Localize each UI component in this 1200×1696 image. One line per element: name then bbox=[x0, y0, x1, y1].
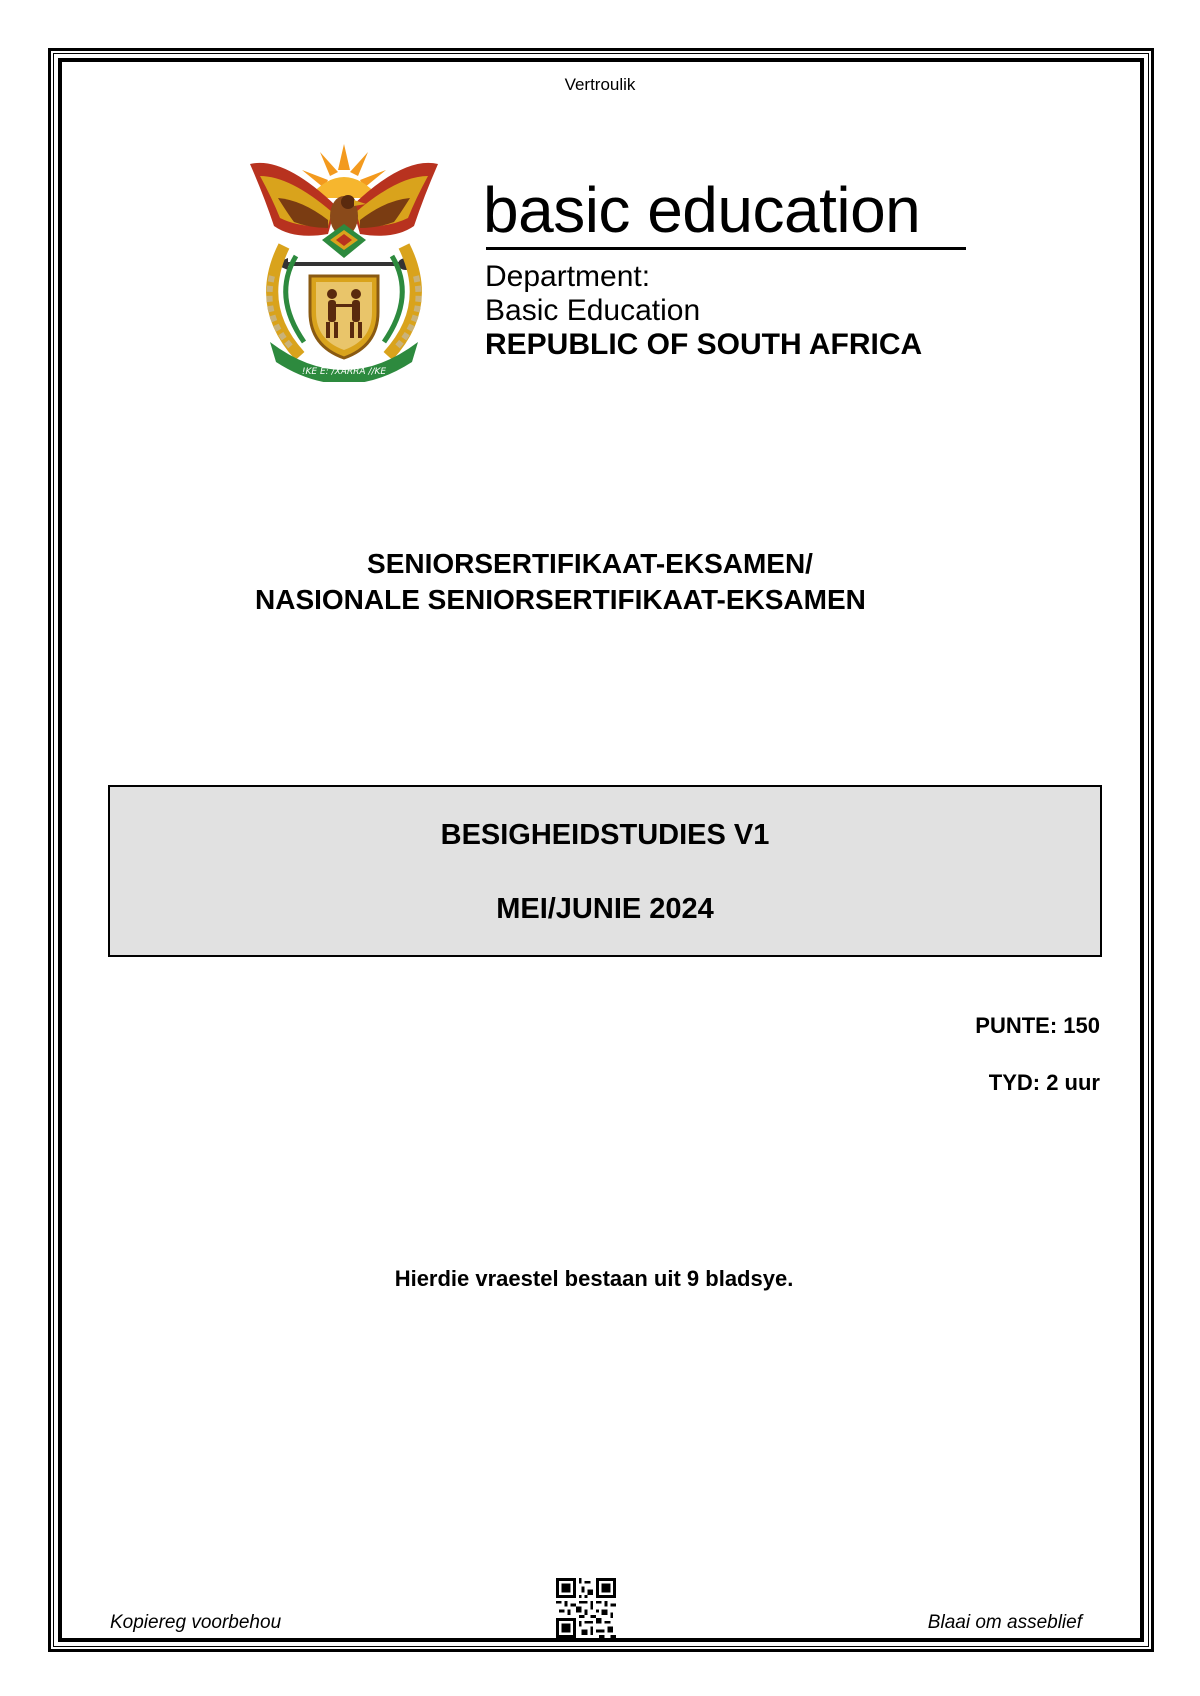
brand-divider bbox=[486, 247, 966, 250]
exam-heading-line1: SENIORSERTIFIKAAT-EKSAMEN/ bbox=[367, 548, 813, 579]
country-name: REPUBLIC OF SOUTH AFRICA bbox=[485, 328, 923, 361]
page-count-note: Hierdie vraestel bestaan uit 9 bladsye. bbox=[394, 1266, 794, 1291]
subject-box bbox=[108, 785, 1102, 957]
qr-code-icon bbox=[556, 1578, 616, 1638]
exam-session: MEI/JUNIE 2024 bbox=[496, 893, 714, 925]
copyright-notice: Kopiereg voorbehou bbox=[110, 1612, 282, 1633]
crest-motto: !KE E: /XARRA //KE bbox=[301, 367, 387, 377]
turn-page-notice: Blaai om asseblief bbox=[927, 1612, 1082, 1633]
department-name: Basic Education bbox=[485, 294, 701, 327]
time-label: TYD: 2 uur bbox=[988, 1070, 1100, 1095]
brand-title: basic education bbox=[483, 174, 921, 246]
department-label: Department: bbox=[485, 260, 651, 293]
south-africa-coat-of-arms-icon bbox=[244, 136, 444, 382]
subject-title: BESIGHEIDSTUDIES V1 bbox=[440, 819, 770, 851]
confidential-label: Vertroulik bbox=[564, 75, 636, 94]
marks-label: PUNTE: 150 bbox=[975, 1013, 1100, 1038]
exam-heading-line2: NASIONALE SENIORSERTIFIKAAT-EKSAMEN bbox=[255, 584, 866, 615]
